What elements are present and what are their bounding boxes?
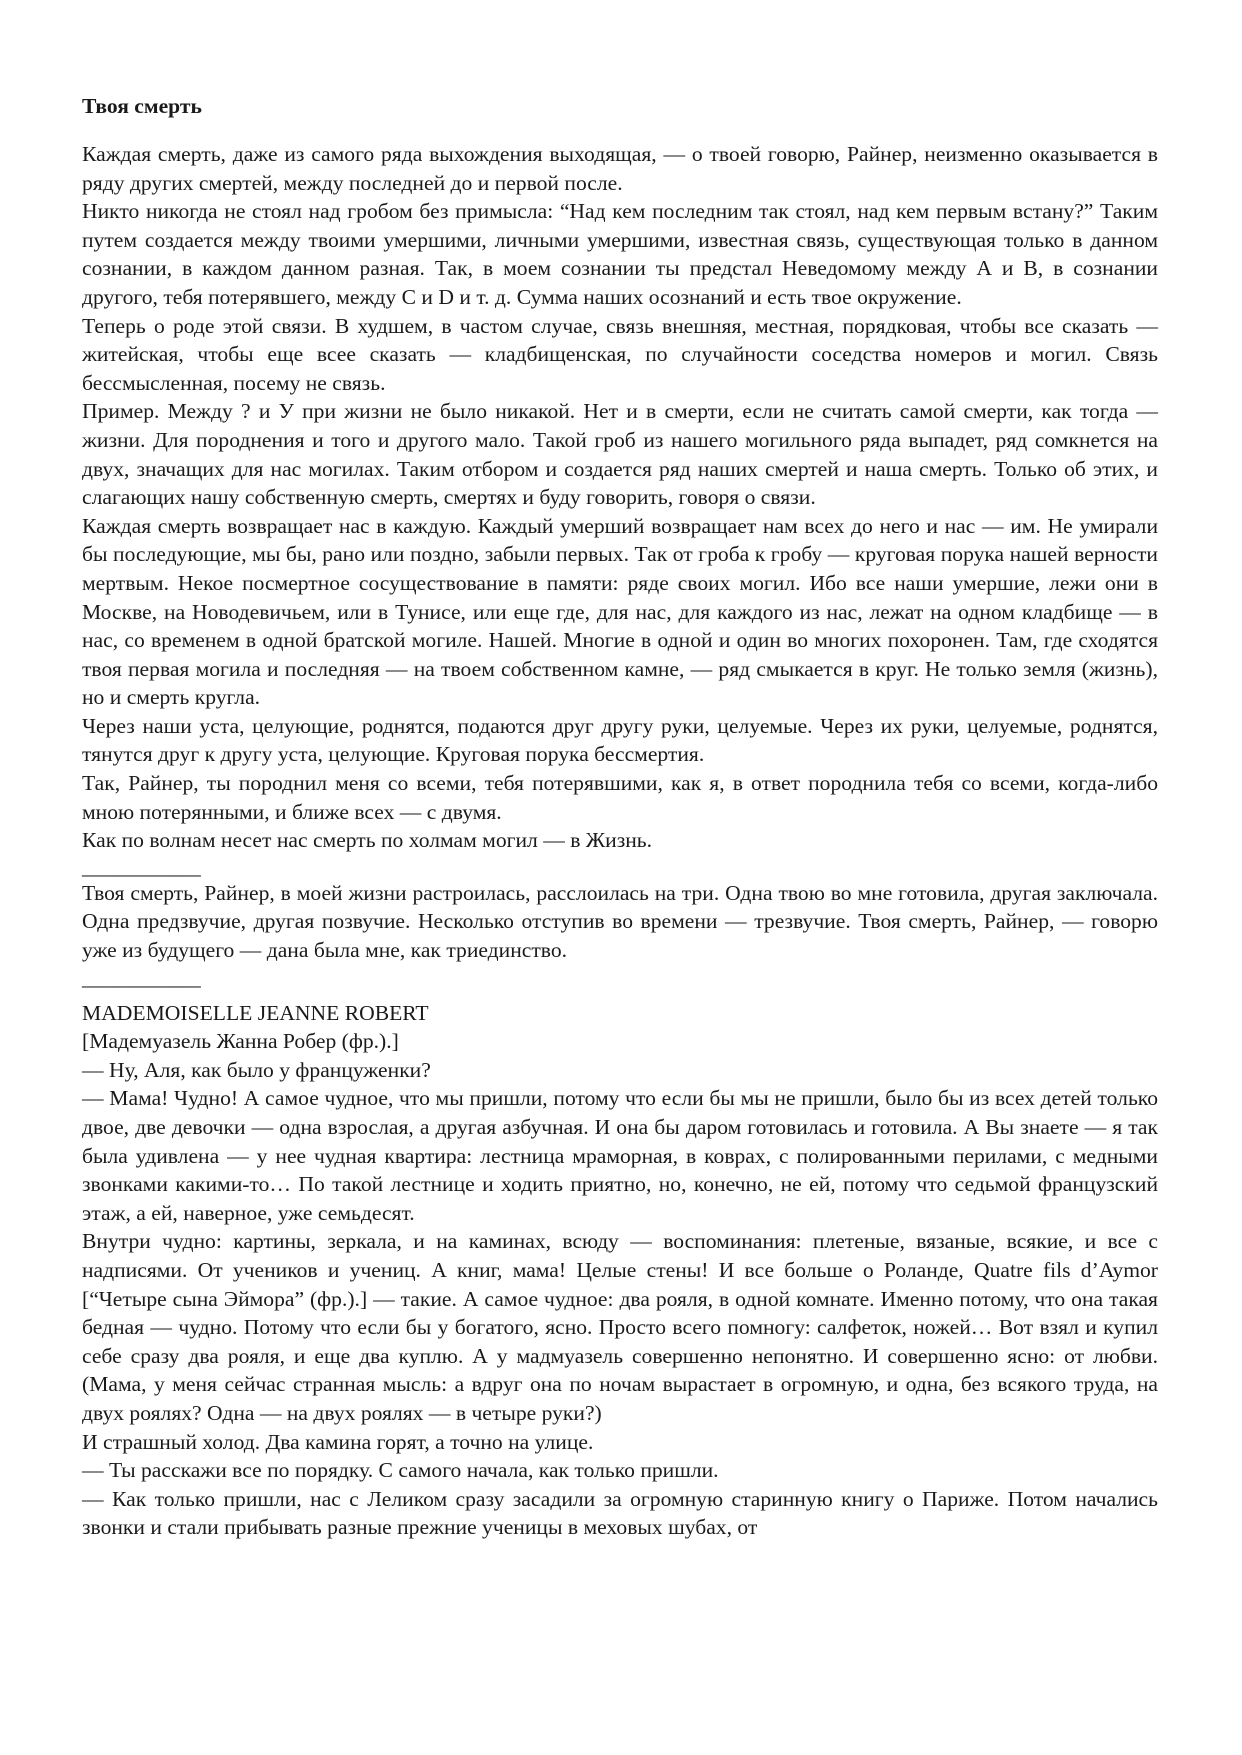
paragraph: И страшный холод. Два камина горят, а точно на улице.: [82, 1429, 594, 1454]
paragraph: Каждая смерть, даже из самого ряда выхождения выходящая, — о твоей говорю, Райнер, неизменно оказывается в ряду других смертей, между последней до и первой после.: [82, 142, 1158, 195]
section-separator: ___________: [82, 965, 201, 990]
paragraph: — Ну, Аля, как было у француженки?: [82, 1057, 431, 1082]
translation-note: [Мадемуазель Жанна Робер (фр.).]: [82, 1029, 399, 1054]
paragraph: Пример. Между ? и У при жизни не было никакой. Нет и в смерти, если не считать самой смерти, как тогда — жизни. Для породнения и того и другого мало. Такой гроб из нашего могильного ряда выпадет, ряд сомкнется на двух, значащих для нас могилах. Таким отбором и создается ряд наших смертей и наша смерть. Только об этих, и слагающих нашу собственную смерть, смертях и буду говорить, говоря о связи.: [82, 399, 1158, 510]
paragraph: Как по волнам несет нас смерть по холмам могил — в Жизнь.: [82, 828, 653, 853]
document-title: Твоя смерть: [82, 94, 202, 118]
paragraph: Теперь о роде этой связи. В худшем, в частом случае, связь внешняя, местная, порядковая, чтобы все сказать — житейская, чтобы еще всее сказать — кладбищенская, по случайности соседства номеров и могил. Связь бессмысленная, посему не связь.: [82, 313, 1158, 395]
paragraph: — Мама! Чудно! А самое чудное, что мы пришли, потому что если бы мы не пришли, было бы из всех детей только двое, две девочки — одна взрослая, а другая азбучная. И она бы даром готовилась и готовила. А Вы знаете — я так была удивлена — у нее чудная квартира: лестница мраморная, в коврах, с полированными перилами, с медными звонками какими-то… По такой лестнице и ходить приятно, но, конечно, не ей, потому что седьмой французский этаж, а ей, наверное, уже семьдесят.: [82, 1086, 1158, 1225]
section-2: [82, 879, 1158, 965]
paragraph: — Как только пришли, нас с Леликом сразу засадили за огромную старинную книгу о Париже. Потом начались звонки и стали прибывать разные прежние ученицы в меховых шубах, от: [82, 1486, 1158, 1540]
paragraph: Внутри чудно: картины, зеркала, и на каминах, всюду — воспоминания: плетеные, вязаные, всякие, и все с надписями. От учеников и учениц. А книг, мама! Целые стены! И все больше о Роланде, Quatre fils d’Aymor [“Четыре сына Эймора” (фр.).] — такие. А самое чудное: два рояля, в одной комнате. Именно потому, что она такая бедная — чудно. Потому что если бы у богатого, ясно. Просто всего помногу: салфеток, ножей… Вот взял и купил себе сразу два рояля, и еще два куплю. А у мадмуазель совершенно непонятно. И совершенно ясно: от любви. (Мама, у меня сейчас странная мысль: а вдруг она по ночам вырастает в огромную, и одна, без всякого труда, на двух роялях? Одна — на двух роялях — в четыре руки?): [82, 1229, 1158, 1425]
section-3: [82, 999, 1158, 1542]
chapter-heading: MADEMOISELLE JEANNE ROBERT: [82, 1000, 429, 1025]
paragraph: — Ты расскажи все по порядку. С самого начала, как только пришли.: [82, 1458, 719, 1483]
paragraph: Через наши уста, целующие, роднятся, подаются друг другу руки, целуемые. Через их руки, целуемые, роднятся, тянутся друг к другу уста, целующие. Круговая порука бессмертия.: [82, 713, 1158, 767]
section-separator: ___________: [82, 854, 201, 879]
section-1: [82, 140, 1158, 855]
paragraph: Так, Райнер, ты породнил меня со всеми, тебя потерявшими, как я, в ответ породнила тебя со всеми, когда-либо мною потерянными, и ближе всех — с двумя.: [82, 771, 1158, 824]
paragraph: Никто никогда не стоял над гробом без примысла: “Над кем последним так стоял, над кем первым встану?” Таким путем создается между твоими умершими, личными умершими, известная связь, существующая только в данном сознании, в каждом данном разная. Так, в моем сознании ты предстал Неведомому между А и В, в сознании другого, тебя потерявшего, между С и D и т. д. Сумма наших осознаний и есть твое окружение.: [82, 199, 1158, 309]
paragraph: Каждая смерть возвращает нас в каждую. Каждый умерший возвращает нам всех до него и нас — им. Не умирали бы последующие, мы бы, рано или поздно, забыли первых. Так от гроба к гробу — круговая порука нашей верности мертвым. Некое посмертное сосуществование в памяти: ряде своих могил. Ибо все наши умершие, лежи они в Москве, на Новодевичьем, или в Тунисе, или еще где, для нас, для каждого из нас, лежат на одном кладбище — в нас, со временем в одной братской могиле. Нашей. Многие в одной и один во многих похоронен. Там, где сходятся твоя первая могила и последняя — на твоем собственном камне, — ряд смыкается в круг. Не только земля (жизнь), но и смерть кругла.: [82, 513, 1158, 710]
document-page: [82, 92, 1158, 1542]
paragraph: Твоя смерть, Райнер, в моей жизни растроилась, расслоилась на три. Одна твою во мне готовила, другая заключала. Одна предзвучие, другая позвучие. Несколько отступив во времени — трезвучие. Твоя смерть, Райнер, — говорю уже из будущего — дана была мне, как триединство.: [82, 880, 1158, 963]
